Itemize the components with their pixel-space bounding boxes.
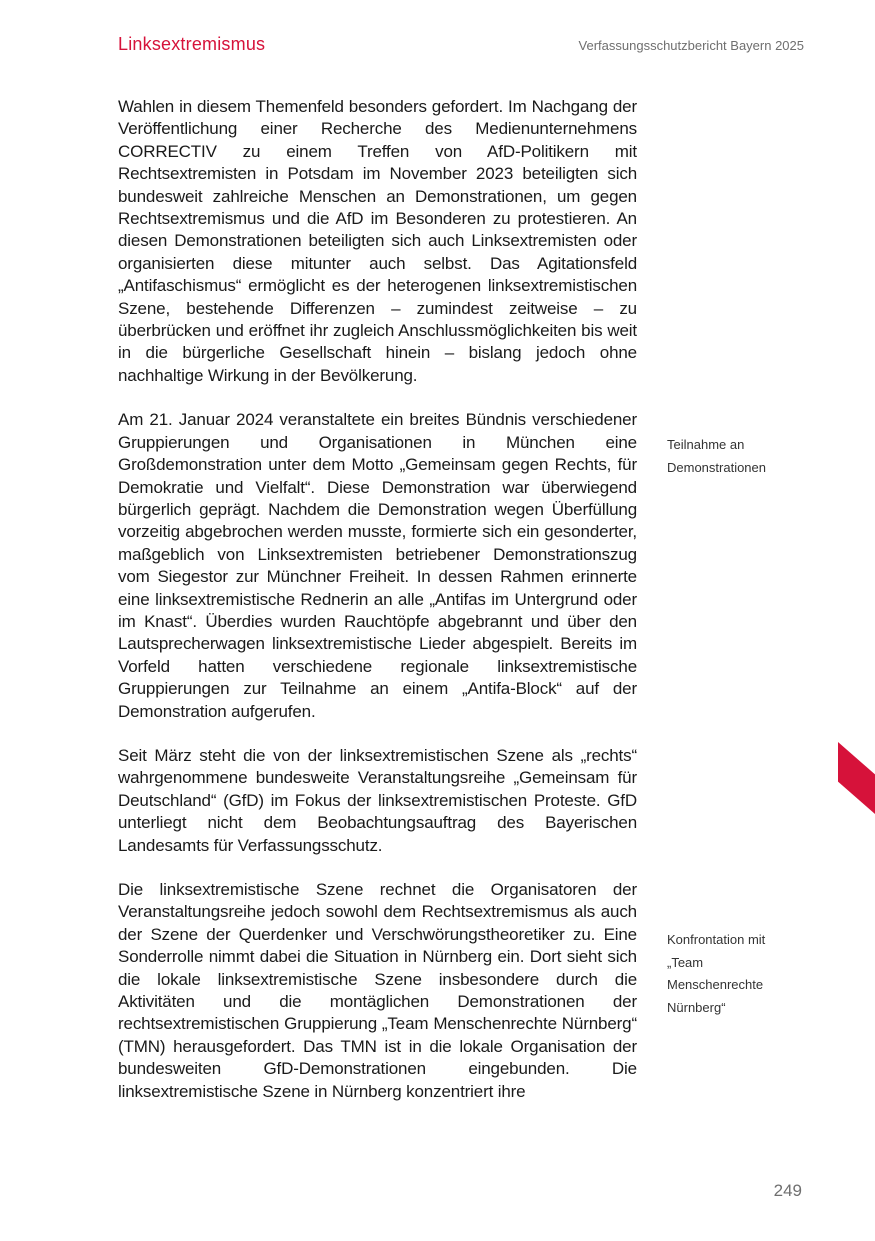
paragraph-1: Wahlen in diesem Themenfeld besonders gefordert. Im Nachgang der Veröffentlichung einer Recherche des Medienunternehmens CORRECTIV zu einem Treffen von AfD-Politikern mit Rechtsextremisten in Potsdam im November 2023 beteiligten sich bundesweit zahlreiche Menschen an Demonstrationen, um gegen Rechtsextremismus und die AfD im Besonderen zu protestieren. An diesen Demonstrationen beteiligten sich auch Linksextremisten oder organisierten diese mitunter auch selbst. Das Agitationsfeld „Antifaschismus“ ermöglicht es der heterogenen linksextremistischen Szene, bestehende Differenzen – zumindest zeitweise – zu überbrücken und eröffnet ihr zugleich Anschlussmöglichkeiten bis weit in die bürgerliche Gesellschaft hinein – bislang jedoch ohne nachhaltige Wirkung in der Bevölkerung.	[118, 97, 637, 385]
margin-note-demonstrations: Teilnahme an Demonstrationen	[667, 437, 766, 475]
section-title: Linksextremismus	[118, 34, 266, 54]
publication-title: Verfassungsschutzbericht Bayern 2025	[578, 38, 804, 53]
paragraph-2: Am 21. Januar 2024 veranstaltete ein breites Bündnis verschiedener Gruppierungen und Organisationen in München eine Großdemonstration unter dem Motto „Gemeinsam gegen Rechts, für Demokratie und Vielfalt“. Diese Demonstration war überwiegend bürgerlich geprägt. Nachdem die Demonstration wegen Überfüllung vorzeitig abgebrochen werden musste, formierte sich ein gesonderter, maßgeblich von Linksextremisten betriebener Demonstrationszug vom Siegestor zur Münchner Freiheit. In dessen Rahmen erinnerte eine linksextremistische Rednerin an alle „Antifas im Untergrund oder im Knast“. Überdies wurden Rauchtöpfe abgebrannt und über den Lautsprecherwagen linksextremistische Lieder abgespielt. Bereits im Vorfeld hatten verschiedene regionale linksextremistische Gruppierungen zur Teilnahme an einem „Antifa-Block“ auf der Demonstration aufgerufen.	[118, 410, 637, 721]
body-text	[118, 96, 637, 1125]
paragraph-4: Die linksextremistische Szene rechnet die Organisatoren der Veranstaltungsreihe jedoch sowohl dem Rechtsextremismus als auch der Szene der Querdenker und Verschwörungstheoretiker zu. Eine Sonderrolle nimmt dabei die Situation in Nürnberg ein. Dort sieht sich die lokale linksextremistische Szene insbesondere durch die Aktivitäten und die montäglichen Demonstrationen der rechtsextremistischen Gruppierung „Team Menschenrechte Nürnberg“ (TMN) herausgefordert. Das TMN ist in die lokale Organisation der bundesweiten GfD-Demonstrationen eingebunden. Die linksextremistische Szene in Nürnberg konzentriert ihre	[118, 880, 637, 1101]
chapter-tab-marker	[838, 742, 875, 814]
margin-note-tmn: Konfrontation mit „Team Menschenrechte Nürnberg“	[667, 932, 766, 1015]
paragraph-3: Seit März steht die von der linksextremistischen Szene als „rechts“ wahrgenommene bundesweite Veranstaltungsreihe „Gemeinsam für Deutschland“ (GfD) im Fokus der linksextremistischen Proteste. GfD unterliegt nicht dem Beobachtungsauftrag des Bayerischen Landesamts für Verfassungsschutz.	[118, 745, 637, 855]
page-number: 249	[773, 1181, 802, 1200]
